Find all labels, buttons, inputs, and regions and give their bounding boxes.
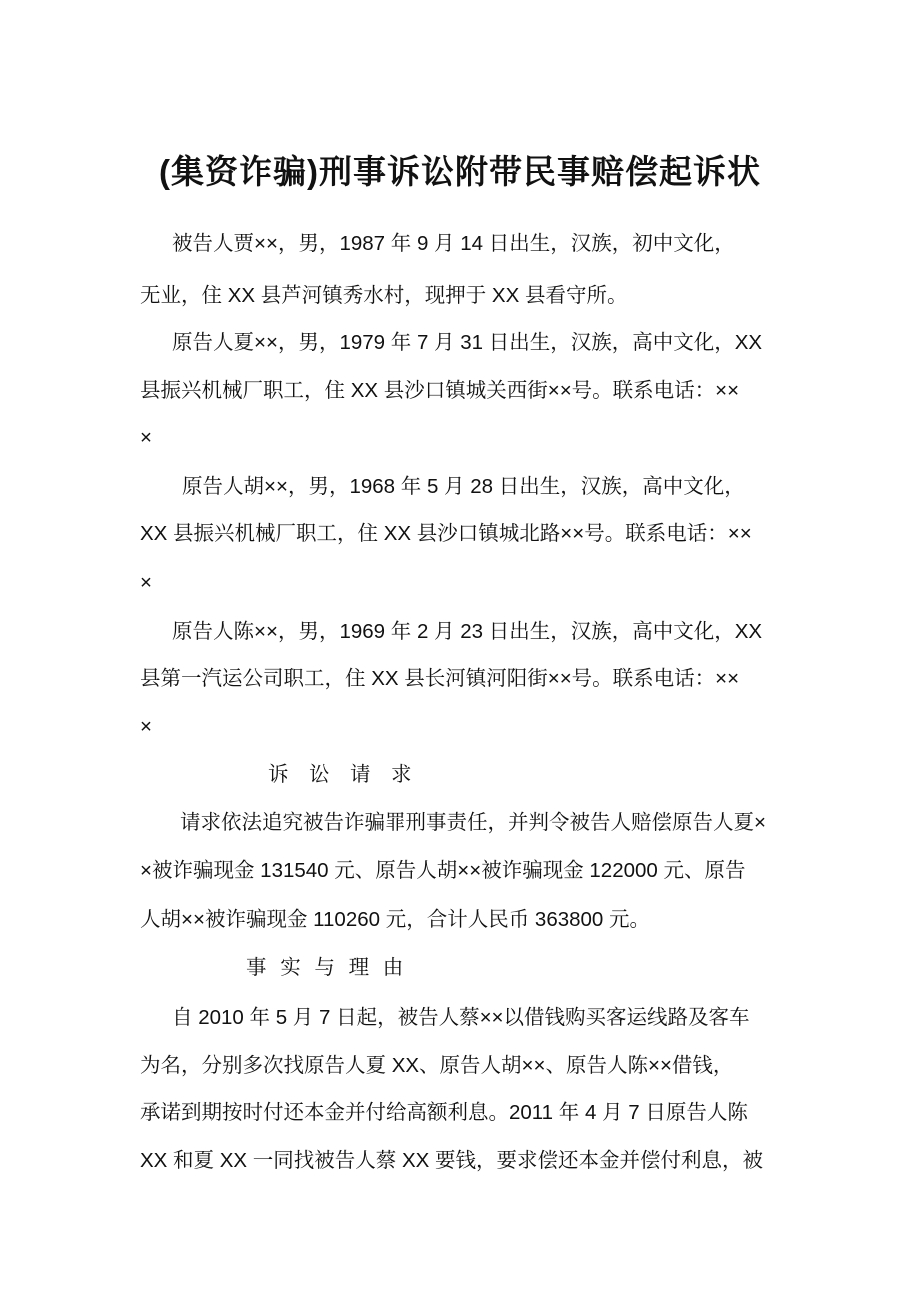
text-line: 县第一汽运公司职工，住 XX 县长河镇河阳街××号。联系电话：×× — [140, 667, 740, 690]
text-line: 原告人陈××，男，1969 年 2 月 23 日出生，汉族，高中文化，XX — [172, 620, 763, 643]
text-line: 为名，分别多次找原告人夏 XX、原告人胡××、原告人陈××借钱， — [140, 1054, 734, 1077]
text-line: 被告人贾××，男，1987 年 9 月 14 日出生，汉族，初中文化， — [172, 232, 735, 255]
text-line: 承诺到期按时付还本金并付给高额利息。2011 年 4 月 7 日原告人陈 — [140, 1101, 748, 1124]
text-line: XX 县振兴机械厂职工，住 XX 县沙口镇城北路××号。联系电话：×× — [140, 522, 752, 545]
text-line: ×被诈骗现金 131540 元、原告人胡××被诈骗现金 122000 元、原告 — [140, 859, 746, 882]
text-line: XX 和夏 XX 一同找被告人蔡 XX 要钱，要求偿还本金并偿付利息，被 — [140, 1149, 764, 1172]
text-line: 无业，住 XX 县芦河镇秀水村，现押于 XX 县看守所。 — [140, 284, 628, 307]
text-line: × — [140, 571, 152, 594]
claims-heading: 诉 讼 请 求 — [268, 763, 412, 786]
text-line: 原告人夏××，男，1979 年 7 月 31 日出生，汉族，高中文化，XX — [172, 331, 763, 354]
text-line: 原告人胡××，男，1968 年 5 月 28 日出生，汉族，高中文化， — [182, 475, 745, 498]
facts-heading: 事 实 与 理 由 — [246, 956, 408, 979]
document-title: (集资诈骗)刑事诉讼附带民事赔偿起诉状 — [159, 153, 761, 190]
text-line: 自 2010 年 5 月 7 日起，被告人蔡××以借钱购买客运线路及客车 — [172, 1006, 750, 1029]
text-line: × — [140, 426, 152, 449]
text-line: × — [140, 715, 152, 738]
text-line: 县振兴机械厂职工，住 XX 县沙口镇城关西街××号。联系电话：×× — [140, 379, 740, 402]
text-line: 人胡××被诈骗现金 110260 元，合计人民币 363800 元。 — [140, 908, 651, 931]
text-line: 请求依法追究被告诈骗罪刑事责任，并判令被告人赔偿原告人夏× — [180, 811, 766, 834]
